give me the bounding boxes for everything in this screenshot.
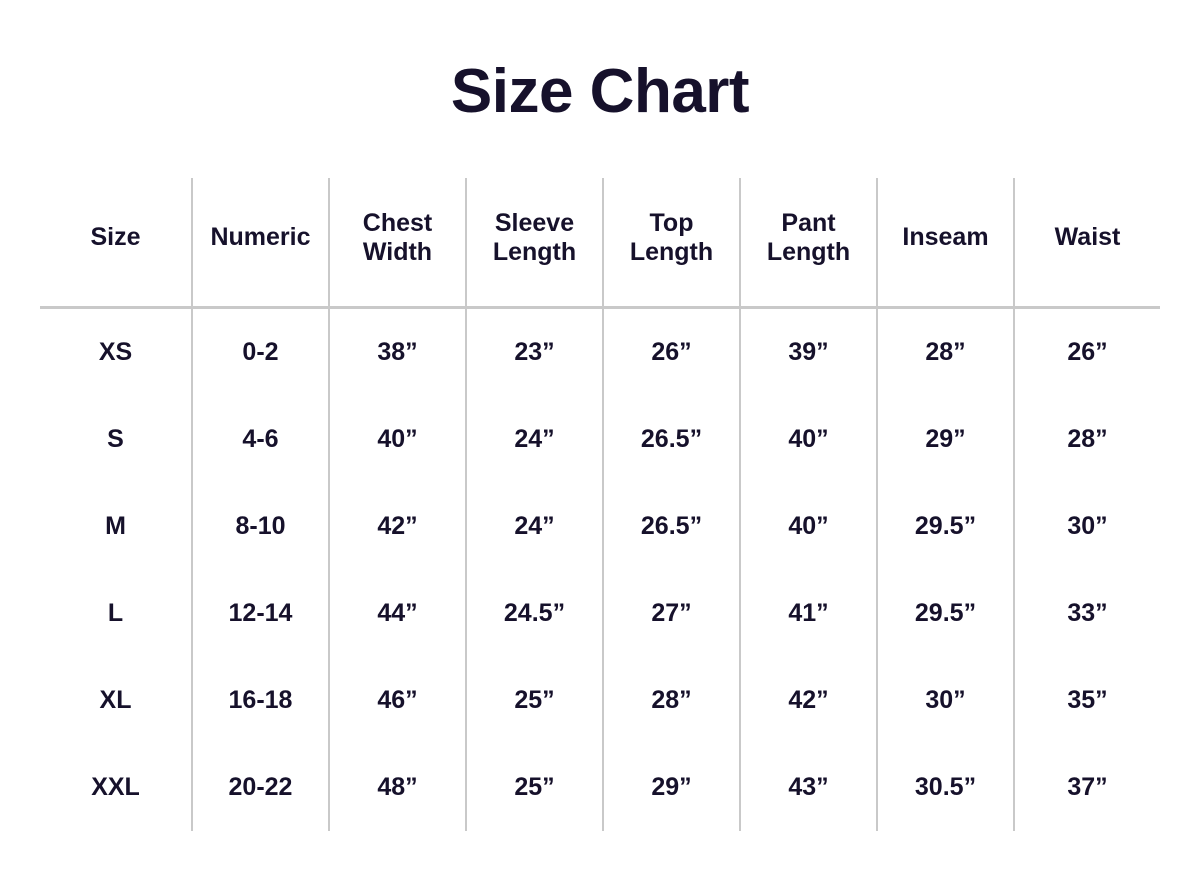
table-row bbox=[40, 396, 1160, 483]
cell-numeric: 8-10 bbox=[192, 483, 329, 570]
cell-waist: 37” bbox=[1014, 744, 1160, 831]
cell-sleeve-length: 24” bbox=[466, 483, 603, 570]
cell-numeric: 0-2 bbox=[192, 308, 329, 397]
cell-pant-length: 39” bbox=[740, 308, 877, 397]
table-row bbox=[40, 483, 1160, 570]
cell-sleeve-length: 24.5” bbox=[466, 570, 603, 657]
table-header bbox=[40, 178, 1160, 308]
cell-inseam: 30.5” bbox=[877, 744, 1014, 831]
table-row bbox=[40, 308, 1160, 397]
cell-numeric: 16-18 bbox=[192, 657, 329, 744]
cell-inseam: 29” bbox=[877, 396, 1014, 483]
table-header-row bbox=[40, 178, 1160, 308]
column-header-chest-width: Chest Width bbox=[329, 178, 466, 308]
cell-sleeve-length: 23” bbox=[466, 308, 603, 397]
cell-chest-width: 44” bbox=[329, 570, 466, 657]
column-header-pant-length: Pant Length bbox=[740, 178, 877, 308]
cell-sleeve-length: 24” bbox=[466, 396, 603, 483]
cell-chest-width: 46” bbox=[329, 657, 466, 744]
page-title: Size Chart bbox=[450, 57, 750, 126]
cell-chest-width: 38” bbox=[329, 308, 466, 397]
column-header-top-length: Top Length bbox=[603, 178, 740, 308]
cell-chest-width: 42” bbox=[329, 483, 466, 570]
column-header-waist: Waist bbox=[1014, 178, 1160, 308]
table-row bbox=[40, 744, 1160, 831]
cell-inseam: 28” bbox=[877, 308, 1014, 397]
cell-pant-length: 40” bbox=[740, 396, 877, 483]
cell-pant-length: 42” bbox=[740, 657, 877, 744]
cell-sleeve-length: 25” bbox=[466, 657, 603, 744]
cell-waist: 30” bbox=[1014, 483, 1160, 570]
cell-top-length: 26” bbox=[603, 308, 740, 397]
cell-waist: 26” bbox=[1014, 308, 1160, 397]
size-chart-table bbox=[40, 178, 1160, 831]
cell-pant-length: 41” bbox=[740, 570, 877, 657]
table-body bbox=[40, 308, 1160, 832]
cell-numeric: 4-6 bbox=[192, 396, 329, 483]
column-header-numeric: Numeric bbox=[192, 178, 329, 308]
column-header-inseam: Inseam bbox=[877, 178, 1014, 308]
cell-size: XS bbox=[40, 308, 192, 397]
cell-pant-length: 43” bbox=[740, 744, 877, 831]
size-chart-table-wrap bbox=[40, 178, 1160, 831]
cell-numeric: 12-14 bbox=[192, 570, 329, 657]
cell-size: XL bbox=[40, 657, 192, 744]
cell-numeric: 20-22 bbox=[192, 744, 329, 831]
cell-waist: 28” bbox=[1014, 396, 1160, 483]
cell-top-length: 27” bbox=[603, 570, 740, 657]
cell-top-length: 26.5” bbox=[603, 483, 740, 570]
cell-inseam: 29.5” bbox=[877, 483, 1014, 570]
cell-chest-width: 48” bbox=[329, 744, 466, 831]
column-header-sleeve-length: Sleeve Length bbox=[466, 178, 603, 308]
cell-inseam: 30” bbox=[877, 657, 1014, 744]
cell-inseam: 29.5” bbox=[877, 570, 1014, 657]
cell-sleeve-length: 25” bbox=[466, 744, 603, 831]
cell-size: L bbox=[40, 570, 192, 657]
cell-top-length: 29” bbox=[603, 744, 740, 831]
cell-size: M bbox=[40, 483, 192, 570]
cell-waist: 35” bbox=[1014, 657, 1160, 744]
cell-size: XXL bbox=[40, 744, 192, 831]
cell-size: S bbox=[40, 396, 192, 483]
cell-pant-length: 40” bbox=[740, 483, 877, 570]
cell-top-length: 26.5” bbox=[603, 396, 740, 483]
table-row bbox=[40, 657, 1160, 744]
cell-chest-width: 40” bbox=[329, 396, 466, 483]
table-row bbox=[40, 570, 1160, 657]
column-header-size: Size bbox=[40, 178, 192, 308]
cell-waist: 33” bbox=[1014, 570, 1160, 657]
cell-top-length: 28” bbox=[603, 657, 740, 744]
